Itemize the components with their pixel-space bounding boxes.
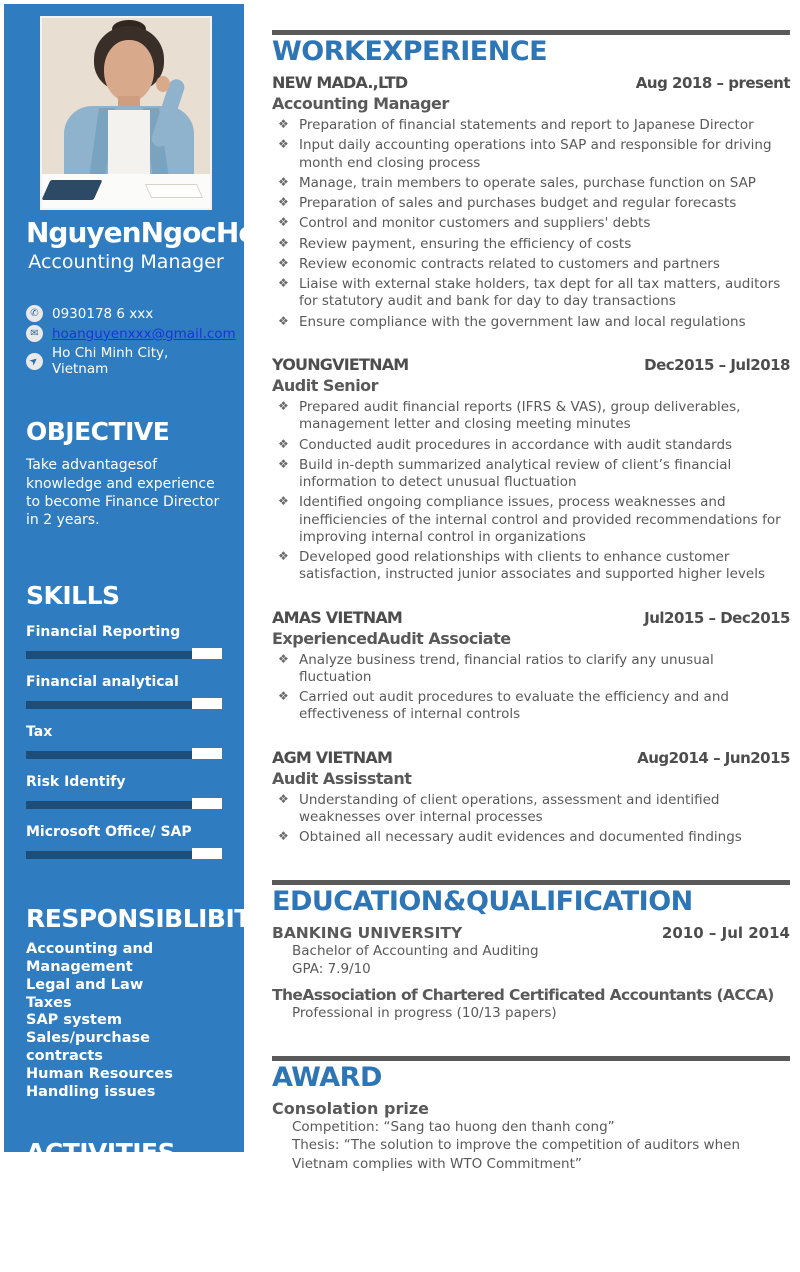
section-divider xyxy=(272,1056,790,1061)
education-detail: Bachelor of Accounting and Auditing xyxy=(292,942,539,959)
responsibility-item: Human Resources xyxy=(26,1065,173,1082)
job-dates: Aug2014 – Jun2015 xyxy=(637,748,790,767)
job-entry xyxy=(272,748,790,847)
skill-bar xyxy=(26,648,222,660)
company-name: NEW MADA.,LTD xyxy=(272,73,408,93)
education-heading: EDUCATION&QUALIFICATION xyxy=(272,886,693,918)
skills-heading: SKILLS xyxy=(26,581,120,611)
skill-bar xyxy=(26,848,222,860)
job-dates: Jul2015 – Dec2015 xyxy=(644,608,790,627)
education-dates: 2010 – Jul 2014 xyxy=(661,923,790,942)
phone-number: 0930178 6 xxx xyxy=(52,305,154,322)
education-section xyxy=(272,880,790,1022)
contact-phone-row xyxy=(26,305,226,322)
bullet-item: ❖ Build in-depth summarized analytical review of client’s financial information to detect unusual fluctuation xyxy=(272,457,790,492)
job-bullets xyxy=(272,399,790,584)
phone-icon: ✆ xyxy=(26,305,43,322)
bullet-item: ❖ Prepared audit financial reports (IFRS & VAS), group deliverables, management letter and closing meeting minutes xyxy=(272,399,790,434)
activity-line: Volunteer |Jul 2011 xyxy=(26,1174,183,1191)
job-bullets xyxy=(272,117,790,331)
skill-label: Tax xyxy=(26,724,53,741)
work-experience-heading: WORKEXPERIENCE xyxy=(272,36,548,67)
skill-item xyxy=(26,724,226,760)
bullet-item: ❖ Analyze business trend, financial ratios to clarify any unusual fluctuation xyxy=(272,652,790,687)
education-entry xyxy=(272,924,790,978)
bullet-item: ❖ Control and monitor customers and suppliers' debts xyxy=(272,215,790,232)
company-name: YOUNGVIETNAM xyxy=(272,354,409,374)
bullet-item: ❖ Manage, train members to operate sales, purchase function on SAP xyxy=(272,175,790,192)
objective-heading: OBJECTIVE xyxy=(26,417,170,447)
section-divider xyxy=(272,30,790,35)
skill-bar xyxy=(26,698,222,710)
job-role: ExperiencedAudit Associate xyxy=(272,628,511,648)
job-entry xyxy=(272,355,790,584)
company-name: AGM VIETNAM xyxy=(272,747,393,767)
responsibility-item: Taxes xyxy=(26,994,72,1011)
skill-item xyxy=(26,774,226,810)
activities-heading: ACTIVITIES xyxy=(26,1137,176,1167)
activity-entry xyxy=(26,1218,226,1271)
bullet-item: ❖ Obtained all necessary audit evidences and documented findings xyxy=(272,829,790,846)
skill-label: Financial Reporting xyxy=(26,624,181,641)
award-detail: Competition: “Sang tao huong den thanh cong” xyxy=(292,1119,615,1136)
award-detail: Thesis: “The solution to improve the competition of auditors when Vietnam complies with WTO Commitment” xyxy=(292,1137,741,1172)
responsibility-item: SAP system xyxy=(26,1012,122,1029)
education-detail: Professional in progress (10/13 papers) xyxy=(292,1004,557,1021)
sidebar xyxy=(4,4,275,1270)
skill-label: Financial analytical xyxy=(26,674,179,691)
responsibility-heading: RESPONSIBLIBITY xyxy=(26,904,269,934)
responsibility-item: Legal and Law xyxy=(26,976,144,993)
contact-email-row xyxy=(26,325,236,342)
responsibility-list xyxy=(26,941,226,1101)
bullet-item: ❖ Developed good relationships with clients to enhance customer satisfaction, instructed junior associates and supported higher levels xyxy=(272,549,790,584)
candidate-name: NguyenNgocHoa xyxy=(26,216,275,249)
bullet-item: ❖ Input daily accounting operations into SAP and responsible for driving month end closing process xyxy=(272,137,790,172)
job-role: Accounting Manager xyxy=(272,94,449,114)
bullet-item: ❖ Review payment, ensuring the efficiency of costs xyxy=(272,236,790,253)
bullet-item: ❖ Ensure compliance with the government law and local regulations xyxy=(272,314,790,331)
skill-bar xyxy=(26,748,222,760)
skill-item xyxy=(26,824,226,860)
job-dates: Aug 2018 – present xyxy=(635,74,790,93)
award-title: Consolation prize xyxy=(272,1099,429,1119)
education-title: TheAssociation of Chartered Certificated Accountants (ACCA) xyxy=(272,985,774,1004)
job-entry xyxy=(272,73,790,331)
candidate-title: Accounting Manager xyxy=(28,251,224,274)
bullet-item: ❖ Identified ongoing compliance issues, process weaknesses and inefficiencies of the internal control and provided recommendations for improving internal control in organizations xyxy=(272,494,790,546)
education-title: BANKING UNIVERSITY xyxy=(272,923,463,942)
activity-entry xyxy=(26,1175,226,1211)
skill-bar xyxy=(26,798,222,810)
award-heading: AWARD xyxy=(272,1062,382,1094)
section-divider xyxy=(272,880,790,885)
activity-line: Tre Xanh Home xyxy=(26,1253,151,1270)
job-entry xyxy=(272,608,790,724)
company-name: AMAS VIETNAM xyxy=(272,607,403,627)
objective-text: Take advantagesof knowledge and experience to become Finance Director in 2 years. xyxy=(26,457,220,528)
profile-photo xyxy=(40,16,212,210)
activity-line: Exam season support xyxy=(26,1192,202,1209)
responsibility-item: Accounting and Management xyxy=(26,941,154,975)
bullet-item: ❖ Conducted audit procedures in accordance with audit standards xyxy=(272,437,790,454)
job-bullets xyxy=(272,652,790,724)
responsibility-item: Handling issues xyxy=(26,1083,156,1100)
activity-line: Teacher |Sep to Dec 2011 xyxy=(26,1218,188,1253)
contact-block xyxy=(26,305,236,378)
job-role: Audit Assisstant xyxy=(272,768,412,788)
skill-label: Microsoft Office/ SAP xyxy=(26,824,192,841)
bullet-item: ❖ Preparation of financial statements and report to Japanese Director xyxy=(272,117,790,134)
education-detail: GPA: 7.9/10 xyxy=(292,960,371,977)
job-bullets xyxy=(272,792,790,847)
skill-item xyxy=(26,624,226,660)
bullet-item: ❖ Carried out audit procedures to evaluate the efficiency and and effectiveness of internal controls xyxy=(272,689,790,724)
job-role: Audit Senior xyxy=(272,375,379,395)
location-text: Ho Chi Minh City, Vietnam xyxy=(52,345,169,378)
bullet-item: ❖ Liaise with external stake holders, tax dept for all tax matters, auditors for statutory audit and bank for day to day transactions xyxy=(272,276,790,311)
skill-label: Risk Identify xyxy=(26,774,126,791)
bullet-item: ❖ Review economic contracts related to customers and partners xyxy=(272,256,790,273)
award-section xyxy=(272,1056,790,1173)
email-icon: ✉ xyxy=(26,325,43,342)
bullet-item: ❖ Understanding of client operations, assessment and identified weaknesses over internal processes xyxy=(272,792,790,827)
main-column xyxy=(244,4,796,1172)
responsibility-item: Sales/purchase contracts xyxy=(26,1030,150,1065)
education-entry xyxy=(272,986,790,1022)
contact-location-row xyxy=(26,345,226,377)
email-link[interactable]: hoanguyenxxx@gmail.com xyxy=(52,325,236,342)
bullet-item: ❖ Preparation of sales and purchases budget and regular forecasts xyxy=(272,195,790,212)
skill-item xyxy=(26,674,226,710)
job-dates: Dec2015 – Jul2018 xyxy=(644,355,790,374)
location-icon: ➤ xyxy=(27,354,42,369)
